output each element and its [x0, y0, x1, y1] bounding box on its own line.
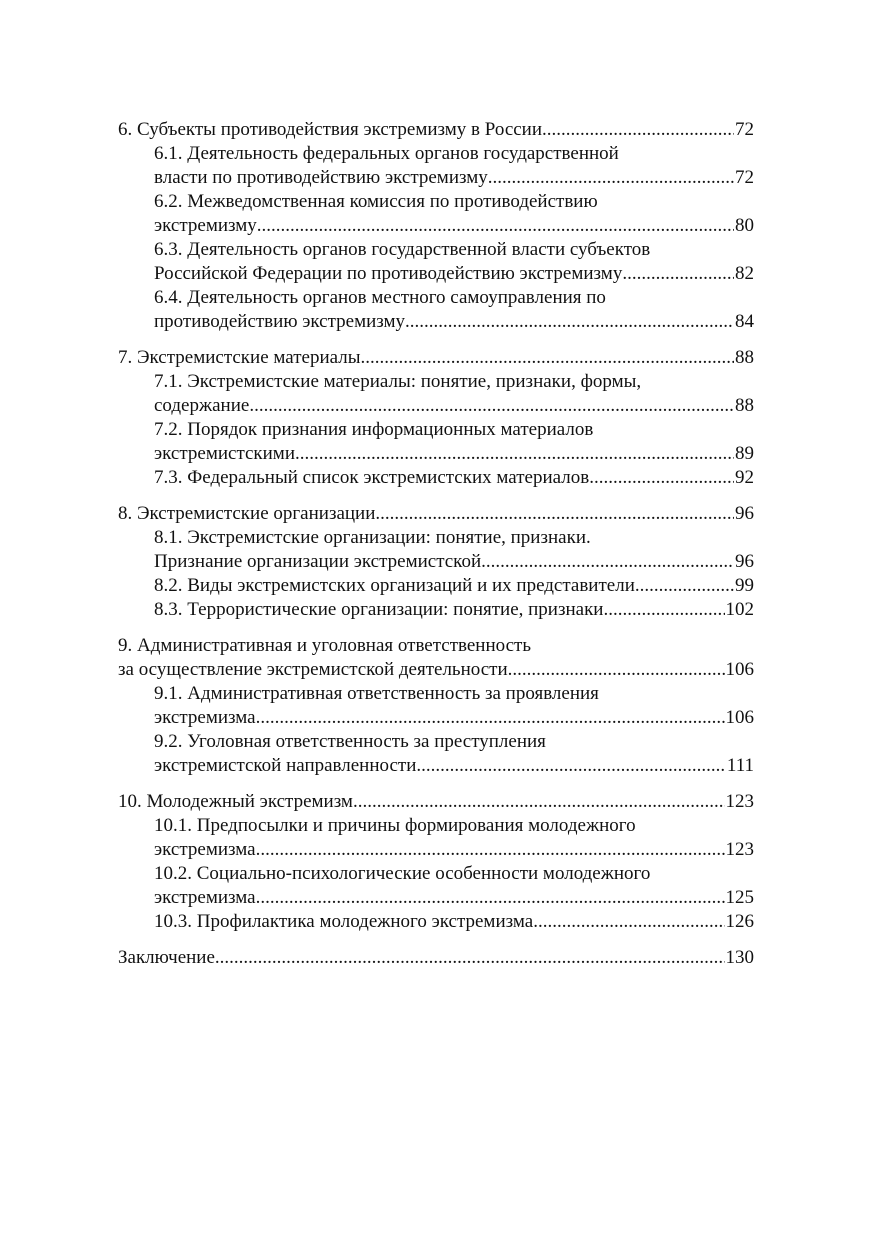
toc-entry-title-line: экстремизму: [154, 215, 257, 236]
page-number: 126: [725, 911, 754, 932]
page-number: 96: [735, 503, 754, 524]
toc-entry-title-line: 10.2. Социально-психологические особенности молодежного: [154, 863, 651, 884]
toc-entry-title-line: 7.3. Федеральный список экстремистских материалов: [154, 467, 590, 488]
dot-leader: [508, 658, 725, 682]
dot-leader: [249, 394, 734, 418]
toc-subentry: [118, 910, 754, 934]
toc-entry-title-line: 6.1. Деятельность федеральных органов государственной: [154, 143, 619, 164]
toc-entry-title-line: 8.1. Экстремистские организации: понятие, признаки.: [154, 527, 591, 548]
toc-entry-title-line: 8.3. Террористические организации: понятие, признаки: [154, 599, 604, 620]
toc-entry-title-line: 7. Экстремистские материалы: [118, 347, 361, 368]
page-number: 92: [735, 467, 754, 488]
toc-entry-leader-row: [154, 598, 754, 622]
toc-entry-leader-row: [154, 394, 754, 418]
toc-section: [118, 790, 754, 934]
toc-entry-leader-row: [118, 658, 754, 682]
toc-entry-title-line: 9.1. Административная ответственность за проявления: [154, 683, 599, 704]
toc-entry-title-line: экстремизма: [154, 707, 256, 728]
toc-entry: [118, 118, 754, 142]
toc-entry-leader-row: [154, 574, 754, 598]
toc-entry-title-line: 7.2. Порядок признания информационных материалов: [154, 419, 594, 440]
toc-entry-title-line: Российской Федерации по противодействию экстремизму: [154, 263, 623, 284]
page-number: 82: [735, 263, 754, 284]
page-number: 88: [735, 395, 754, 416]
toc-subentry: [118, 730, 754, 778]
page-number: 72: [735, 167, 754, 188]
dot-leader: [360, 346, 734, 370]
toc-entry: [118, 946, 754, 970]
dot-leader: [295, 442, 734, 466]
toc-section: [118, 502, 754, 622]
toc-subentry: [118, 574, 754, 598]
page-number: 123: [725, 839, 754, 860]
dot-leader: [256, 706, 725, 730]
toc-entry-leader-row: [118, 118, 754, 142]
toc-entry-title-line: 6.2. Межведомственная комиссия по противодействию: [154, 191, 598, 212]
toc-entry-title-line: экстремистскими: [154, 443, 295, 464]
toc-entry-leader-row: [154, 166, 754, 190]
toc-entry-leader-row: [154, 838, 754, 862]
toc-entry-title-line: противодействию экстремизму: [154, 311, 406, 332]
dot-leader: [256, 886, 725, 910]
toc-entry-leader-row: [118, 502, 754, 526]
toc-entry-leader-row: [118, 946, 754, 970]
dot-leader: [257, 214, 734, 238]
dot-leader: [603, 598, 724, 622]
toc-entry-leader-row: [154, 442, 754, 466]
dot-leader: [481, 550, 734, 574]
toc-entry-title-line: власти по противодействию экстремизму: [154, 167, 488, 188]
page-number: 96: [735, 551, 754, 572]
toc-section: [118, 346, 754, 490]
toc-entry-title-line: экстремизма: [154, 839, 256, 860]
page-number: 80: [735, 215, 754, 236]
toc-subentry: [118, 142, 754, 190]
page-number: 72: [735, 119, 754, 140]
toc-entry-leader-row: [154, 310, 754, 334]
toc-entry-title-line: 10.3. Профилактика молодежного экстремизма: [154, 911, 534, 932]
toc-entry-title-line: экстремистской направленности: [154, 755, 417, 776]
dot-leader: [622, 262, 734, 286]
page-number: 130: [725, 947, 754, 968]
page-number: 88: [735, 347, 754, 368]
toc-entry-title-line: 6.4. Деятельность органов местного самоуправления по: [154, 287, 606, 308]
toc-entry-title-line: Заключение: [118, 947, 215, 968]
page-number: 111: [726, 755, 754, 776]
toc-entry-title-line: 10. Молодежный экстремизм: [118, 791, 353, 812]
toc-entry-title-line: содержание: [154, 395, 250, 416]
page-number: 102: [725, 599, 754, 620]
toc-entry: [118, 346, 754, 370]
toc-entry-leader-row: [118, 346, 754, 370]
dot-leader: [215, 946, 725, 970]
toc-entry-leader-row: [154, 466, 754, 490]
toc-section: [118, 634, 754, 778]
dot-leader: [488, 166, 734, 190]
table-of-contents: [118, 118, 754, 982]
toc-entry-title-line: 8.2. Виды экстремистских организаций и их представители: [154, 575, 635, 596]
dot-leader: [256, 838, 725, 862]
toc-subentry: [118, 682, 754, 730]
toc-section: [118, 118, 754, 334]
toc-entry-title-line: 8. Экстремистские организации: [118, 503, 376, 524]
dot-leader: [405, 310, 734, 334]
toc-entry-title-line: 7.1. Экстремистские материалы: понятие, признаки, формы,: [154, 371, 642, 392]
toc-subentry: [118, 526, 754, 574]
toc-entry-leader-row: [154, 706, 754, 730]
page-number: 99: [735, 575, 754, 596]
toc-entry: [118, 502, 754, 526]
toc-entry-leader-row: [154, 214, 754, 238]
toc-entry-title-line: 10.1. Предпосылки и причины формирования молодежного: [154, 815, 636, 836]
toc-subentry: [118, 862, 754, 910]
toc-subentry: [118, 286, 754, 334]
toc-entry-title-line: 6. Субъекты противодействия экстремизму в России: [118, 119, 543, 140]
page-number: 84: [735, 311, 754, 332]
page-number: 125: [725, 887, 754, 908]
toc-entry-title-line: 9. Административная и уголовная ответственность: [118, 635, 532, 656]
toc-entry: [118, 790, 754, 814]
toc-entry-leader-row: [154, 886, 754, 910]
toc-entry-leader-row: [154, 754, 754, 778]
toc-subentry: [118, 466, 754, 490]
toc-entry-leader-row: [154, 910, 754, 934]
page-number: 106: [725, 707, 754, 728]
toc-subentry: [118, 238, 754, 286]
toc-entry-leader-row: [118, 790, 754, 814]
toc-entry-title-line: экстремизма: [154, 887, 256, 908]
toc-entry-title-line: 9.2. Уголовная ответственность за преступления: [154, 731, 546, 752]
toc-entry-title-line: 6.3. Деятельность органов государственной власти субъектов: [154, 239, 651, 260]
toc-subentry: [118, 598, 754, 622]
dot-leader: [416, 754, 726, 778]
toc-entry-title-line: Признание организации экстремистской: [154, 551, 482, 572]
toc-entry-leader-row: [154, 550, 754, 574]
page-number: 123: [725, 791, 754, 812]
toc-subentry: [118, 190, 754, 238]
toc-section: [118, 946, 754, 970]
toc-entry-leader-row: [154, 262, 754, 286]
toc-entry-title-line: за осуществление экстремистской деятельности: [118, 659, 508, 680]
toc-subentry: [118, 814, 754, 862]
page-number: 106: [725, 659, 754, 680]
dot-leader: [533, 910, 724, 934]
dot-leader: [635, 574, 734, 598]
dot-leader: [353, 790, 725, 814]
dot-leader: [542, 118, 734, 142]
toc-entry: [118, 634, 754, 682]
dot-leader: [589, 466, 734, 490]
toc-subentry: [118, 370, 754, 418]
dot-leader: [375, 502, 734, 526]
page-number: 89: [735, 443, 754, 464]
toc-subentry: [118, 418, 754, 466]
